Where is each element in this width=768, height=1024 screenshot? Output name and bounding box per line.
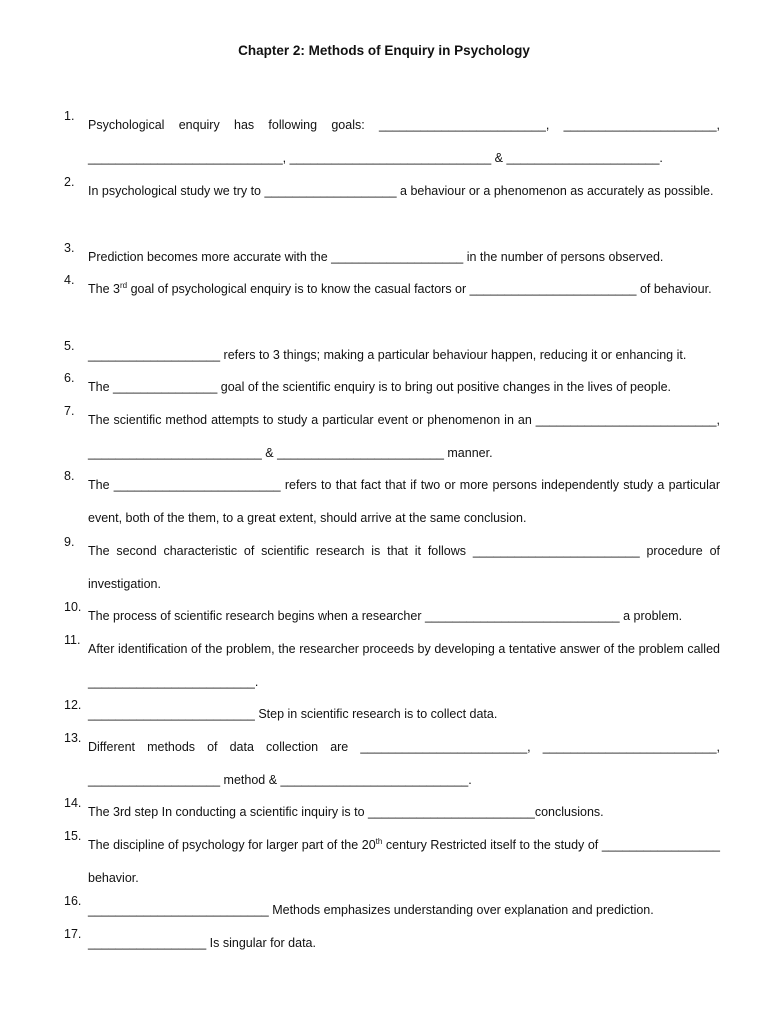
question-item bbox=[64, 894, 720, 927]
question-number: 2. bbox=[64, 175, 75, 189]
question-number: 11. bbox=[64, 633, 81, 647]
question-number: 7. bbox=[64, 404, 75, 418]
question-text: ___________________ refers to 3 things; making a particular behaviour happen, reducing it or enhancing it. bbox=[88, 348, 687, 362]
question-item bbox=[64, 796, 720, 829]
question-text: __________________________ Methods emphasizes understanding over explanation and prediction. bbox=[88, 903, 654, 917]
question-number: 8. bbox=[64, 469, 75, 483]
question-item bbox=[64, 241, 720, 274]
question-text: The scientific method attempts to study a particular event or phenomenon in an __________________________, _________________________ & ________________________ manner. bbox=[88, 413, 720, 460]
question-number: 1. bbox=[64, 109, 75, 123]
question-number: 14. bbox=[64, 796, 82, 810]
question-item bbox=[64, 698, 720, 731]
question-text: In psychological study we try to ___________________ a behaviour or a phenomenon as accurately as possible. bbox=[88, 184, 714, 198]
question-number: 15. bbox=[64, 829, 82, 843]
question-text: Different methods of data collection are ________________________, _________________________, ___________________ method & ___________________________. bbox=[88, 740, 720, 787]
question-item bbox=[64, 927, 720, 960]
question-item bbox=[64, 339, 720, 372]
question-text: After identification of the problem, the researcher proceeds by developing a tentative answer of the problem called ________________________. bbox=[88, 642, 720, 689]
question-number: 3. bbox=[64, 241, 75, 255]
question-item bbox=[64, 829, 720, 895]
question-text: The discipline of psychology for larger part of the 20th century Restricted itself to the study of _________________ behavior. bbox=[88, 837, 720, 885]
question-text: ________________________ Step in scientific research is to collect data. bbox=[88, 707, 498, 721]
question-number: 12. bbox=[64, 698, 82, 712]
question-item bbox=[64, 175, 720, 208]
question-item bbox=[64, 600, 720, 633]
question-number: 4. bbox=[64, 273, 75, 287]
question-number: 6. bbox=[64, 371, 75, 385]
question-item bbox=[64, 731, 720, 797]
question-number: 9. bbox=[64, 535, 75, 549]
question-item bbox=[64, 535, 720, 601]
question-number: 16. bbox=[64, 894, 82, 908]
question-text: The 3rd step In conducting a scientific inquiry is to ________________________conclusions. bbox=[88, 805, 604, 819]
question-number: 5. bbox=[64, 339, 75, 353]
page-title: Chapter 2: Methods of Enquiry in Psychology bbox=[238, 43, 530, 58]
question-item bbox=[64, 109, 720, 175]
question-item bbox=[64, 404, 720, 470]
question-text: The ________________________ refers to that fact that if two or more persons independently study a particular event, both of the them, to a great extent, should arrive at the same conclusion. bbox=[88, 478, 720, 525]
question-number: 13. bbox=[64, 731, 82, 745]
question-text: Psychological enquiry has following goals: ________________________, ______________________, ____________________________, _____________________________ & ______________________. bbox=[88, 118, 720, 165]
question-text: Prediction becomes more accurate with the ___________________ in the number of persons observed. bbox=[88, 250, 664, 264]
question-item bbox=[64, 633, 720, 699]
question-item bbox=[64, 273, 720, 306]
question-text: The second characteristic of scientific research is that it follows ________________________ procedure of investigation. bbox=[88, 544, 720, 591]
question-text: The process of scientific research begins when a researcher ____________________________ a problem. bbox=[88, 609, 683, 623]
question-number: 10. bbox=[64, 600, 82, 614]
question-item bbox=[64, 371, 720, 404]
question-item bbox=[64, 469, 720, 535]
question-text: The _______________ goal of the scientific enquiry is to bring out positive changes in the lives of people. bbox=[88, 380, 672, 394]
question-text: The 3rd goal of psychological enquiry is to know the casual factors or ________________________ of behaviour. bbox=[88, 281, 712, 296]
question-text: _________________ Is singular for data. bbox=[88, 936, 316, 950]
question-number: 17. bbox=[64, 927, 82, 941]
